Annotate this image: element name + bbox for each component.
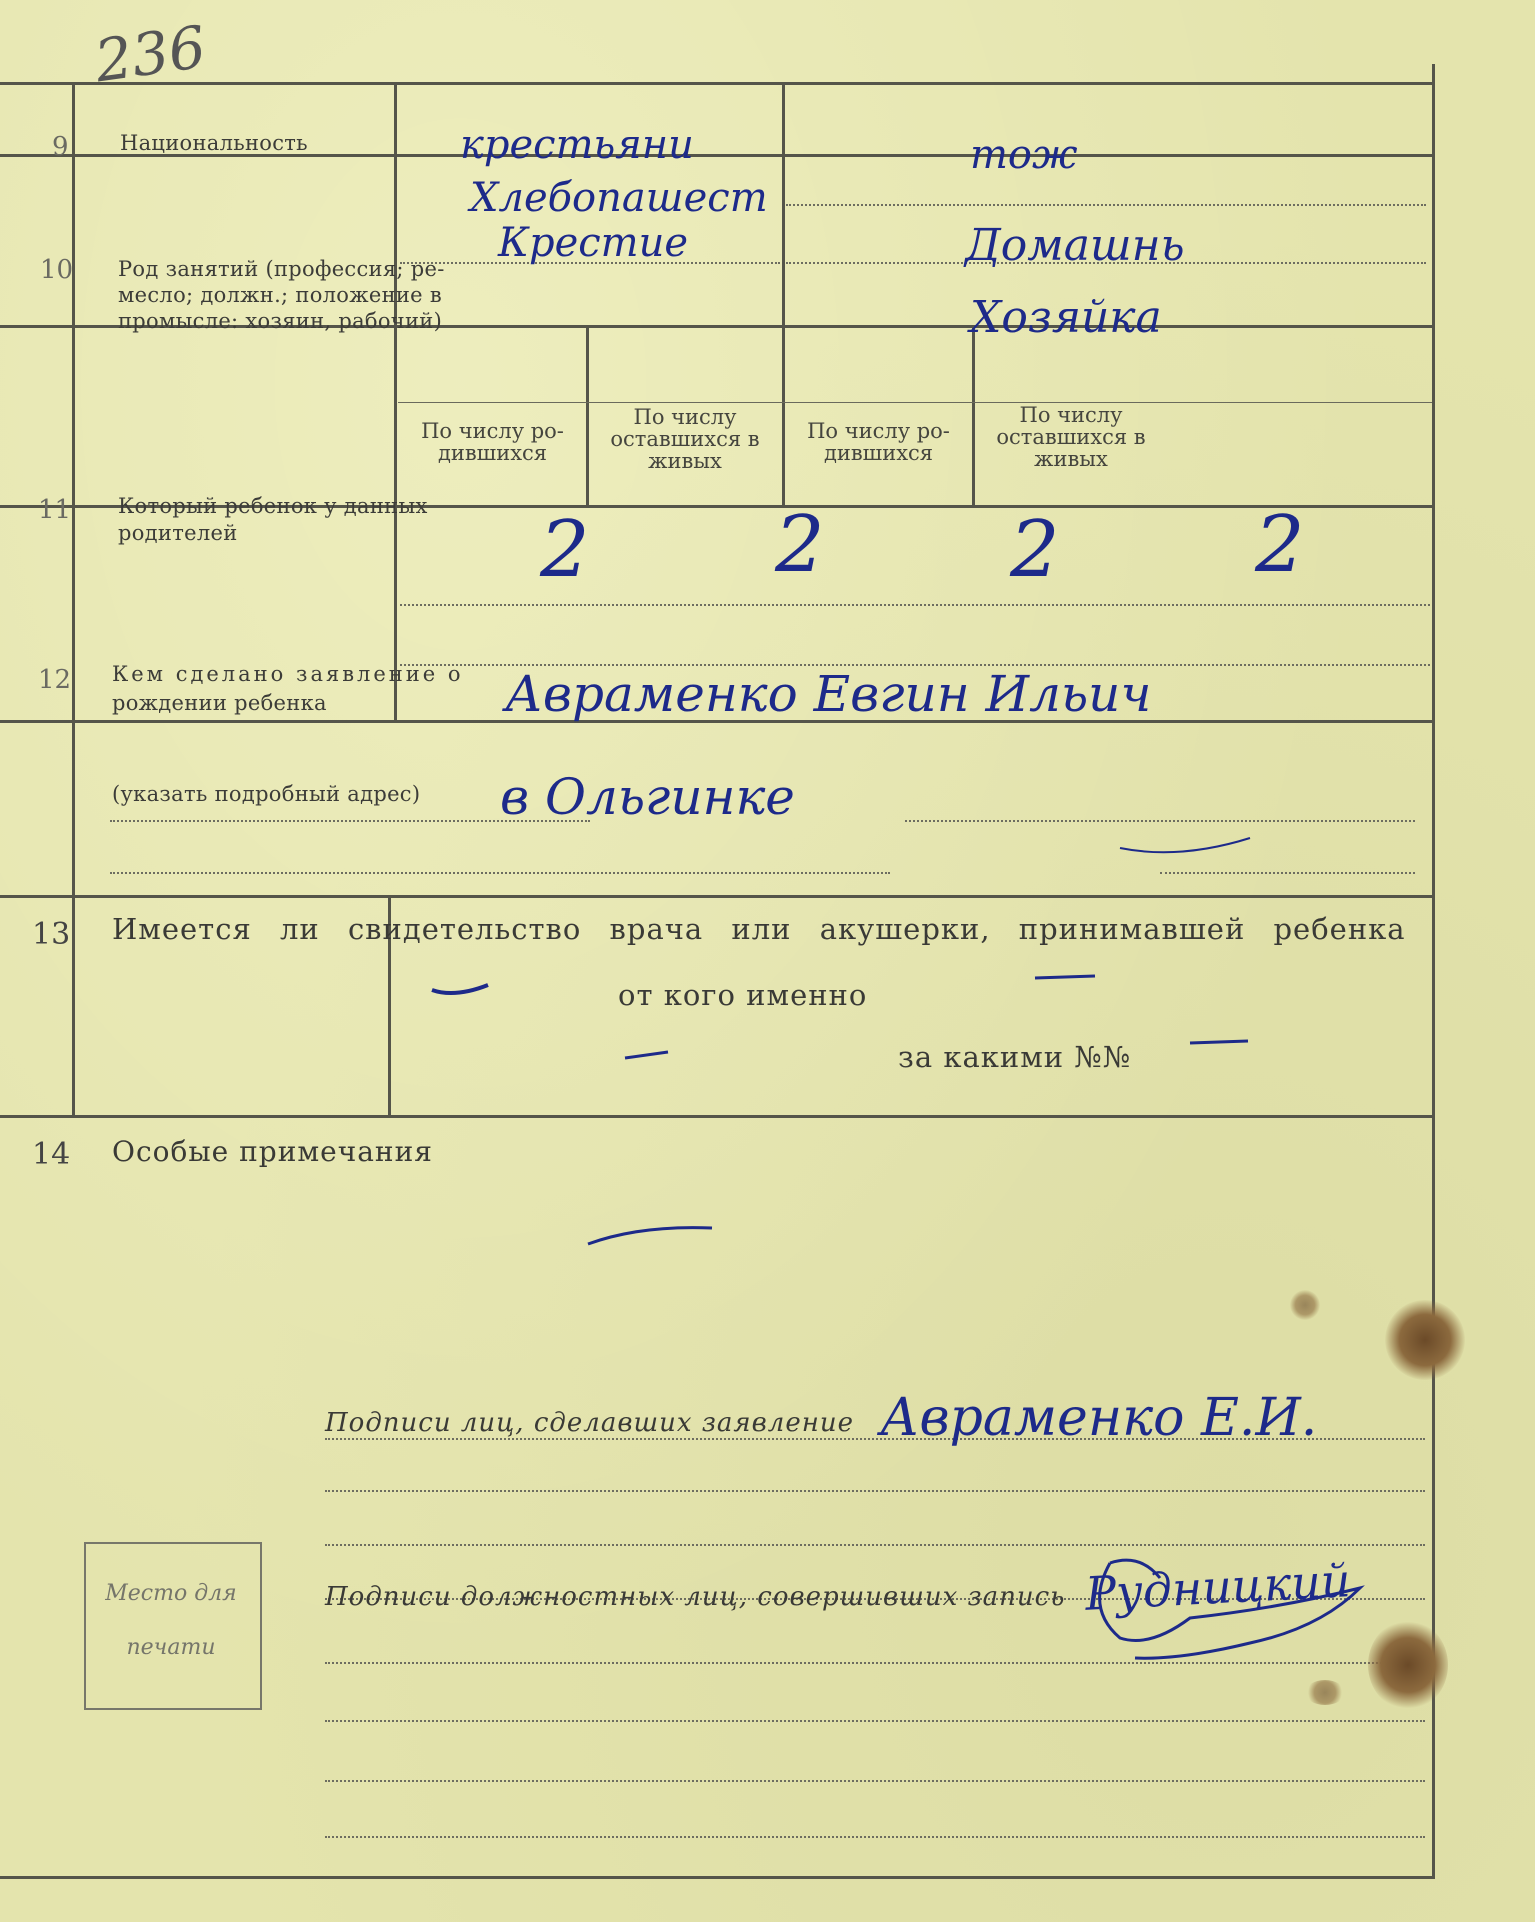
row-10-mother-value-2: Хозяйка xyxy=(970,292,1162,343)
row-14-number: 14 xyxy=(32,1137,71,1172)
row-11-label-line-1: Который ребенок у данных xyxy=(118,494,428,518)
row-11-header-2-line-1: По числу xyxy=(633,405,737,429)
row-12-label-line-2: рождении ребенка xyxy=(112,691,327,715)
stamp-label-line-1: Место для xyxy=(105,1581,237,1606)
paper-stain-3 xyxy=(1290,1290,1320,1320)
row-14-label: Особые примечания xyxy=(112,1135,433,1168)
row-10-label-line-2: месло; должн.; положение в xyxy=(118,283,442,307)
row-9-label: Национальность xyxy=(120,131,308,155)
row-10-label-line-1: Род занятий (профессия; ре- xyxy=(118,257,445,281)
paper-stain-2 xyxy=(1368,1620,1448,1710)
row-10-mother-value-1: Домашнь xyxy=(965,220,1185,271)
row-12-address-label: (указать подробный адрес) xyxy=(112,782,421,806)
declarants-signature-label: Подписи лиц, сделавших заявление xyxy=(325,1408,854,1438)
row-11-header-1-line-2: дившихся xyxy=(437,441,548,466)
row-11-value-2: 2 xyxy=(775,500,825,590)
row-11-header-4-line-2: оставшихся в xyxy=(996,425,1146,450)
row-9-father-value: крестьяни xyxy=(460,122,694,168)
paper-stain-4 xyxy=(1305,1680,1345,1705)
row-10-label-line-3: промысле: хозяин, рабочий) xyxy=(118,309,443,333)
row-11-header-4-line-3: живых xyxy=(1034,447,1108,472)
row-11-header-1-line-1: По числу ро- xyxy=(421,419,564,443)
row-12-number: 12 xyxy=(38,665,72,695)
corner-archive-number: 236 xyxy=(90,12,210,96)
row-9-number: 9 xyxy=(52,132,69,162)
stamp-placeholder xyxy=(84,1542,262,1710)
declarants-signature-value: Авраменко Е.И. xyxy=(880,1388,1318,1448)
row-11-label-line-2: родителей xyxy=(118,521,238,545)
row-12-address-value: в Ольгинке xyxy=(500,768,795,826)
officials-signature-label: Подписи должностных лиц, совершивших запись xyxy=(325,1582,1066,1612)
row-11-header-3-line-1: По числу ро- xyxy=(807,419,950,443)
row-11-header-4-line-1: По числу xyxy=(1019,403,1123,427)
officials-signature-value: Рудницкий xyxy=(1083,1553,1352,1621)
row-13-question: Имеется ли свидетельство врача или акушерки, принимавшей ребенка xyxy=(112,912,1406,946)
officials-signature-flourish xyxy=(1080,1548,1380,1688)
row-11-value-4: 2 xyxy=(1255,500,1305,590)
row-11-value-3: 2 xyxy=(1010,505,1060,595)
row-11-header-2-line-3: живых xyxy=(648,449,722,474)
row-10-father-value-1: Хлебопашест xyxy=(470,175,768,221)
row-13-from-whom-label: от кого именно xyxy=(618,978,868,1012)
paper-stain-1 xyxy=(1385,1300,1465,1380)
row-13-number: 13 xyxy=(32,917,71,952)
row-11-number: 11 xyxy=(38,495,72,525)
row-10-father-value-2: Крестие xyxy=(498,220,688,266)
row-11-value-1: 2 xyxy=(540,505,590,595)
row-11-header-2-line-2: оставшихся в xyxy=(610,427,760,452)
row-9-mother-value: тож xyxy=(970,132,1078,178)
row-11-header-3-line-2: дившихся xyxy=(823,441,934,466)
row-10-number: 10 xyxy=(40,255,74,285)
row-13-numbers-label: за какими №№ xyxy=(898,1040,1132,1074)
row-12-label-line-1: Кем сделано заявление о xyxy=(112,662,464,686)
stamp-label-line-2: печати xyxy=(126,1635,216,1660)
row-12-declarant-value: Авраменко Евгин Ильич xyxy=(505,665,1152,723)
